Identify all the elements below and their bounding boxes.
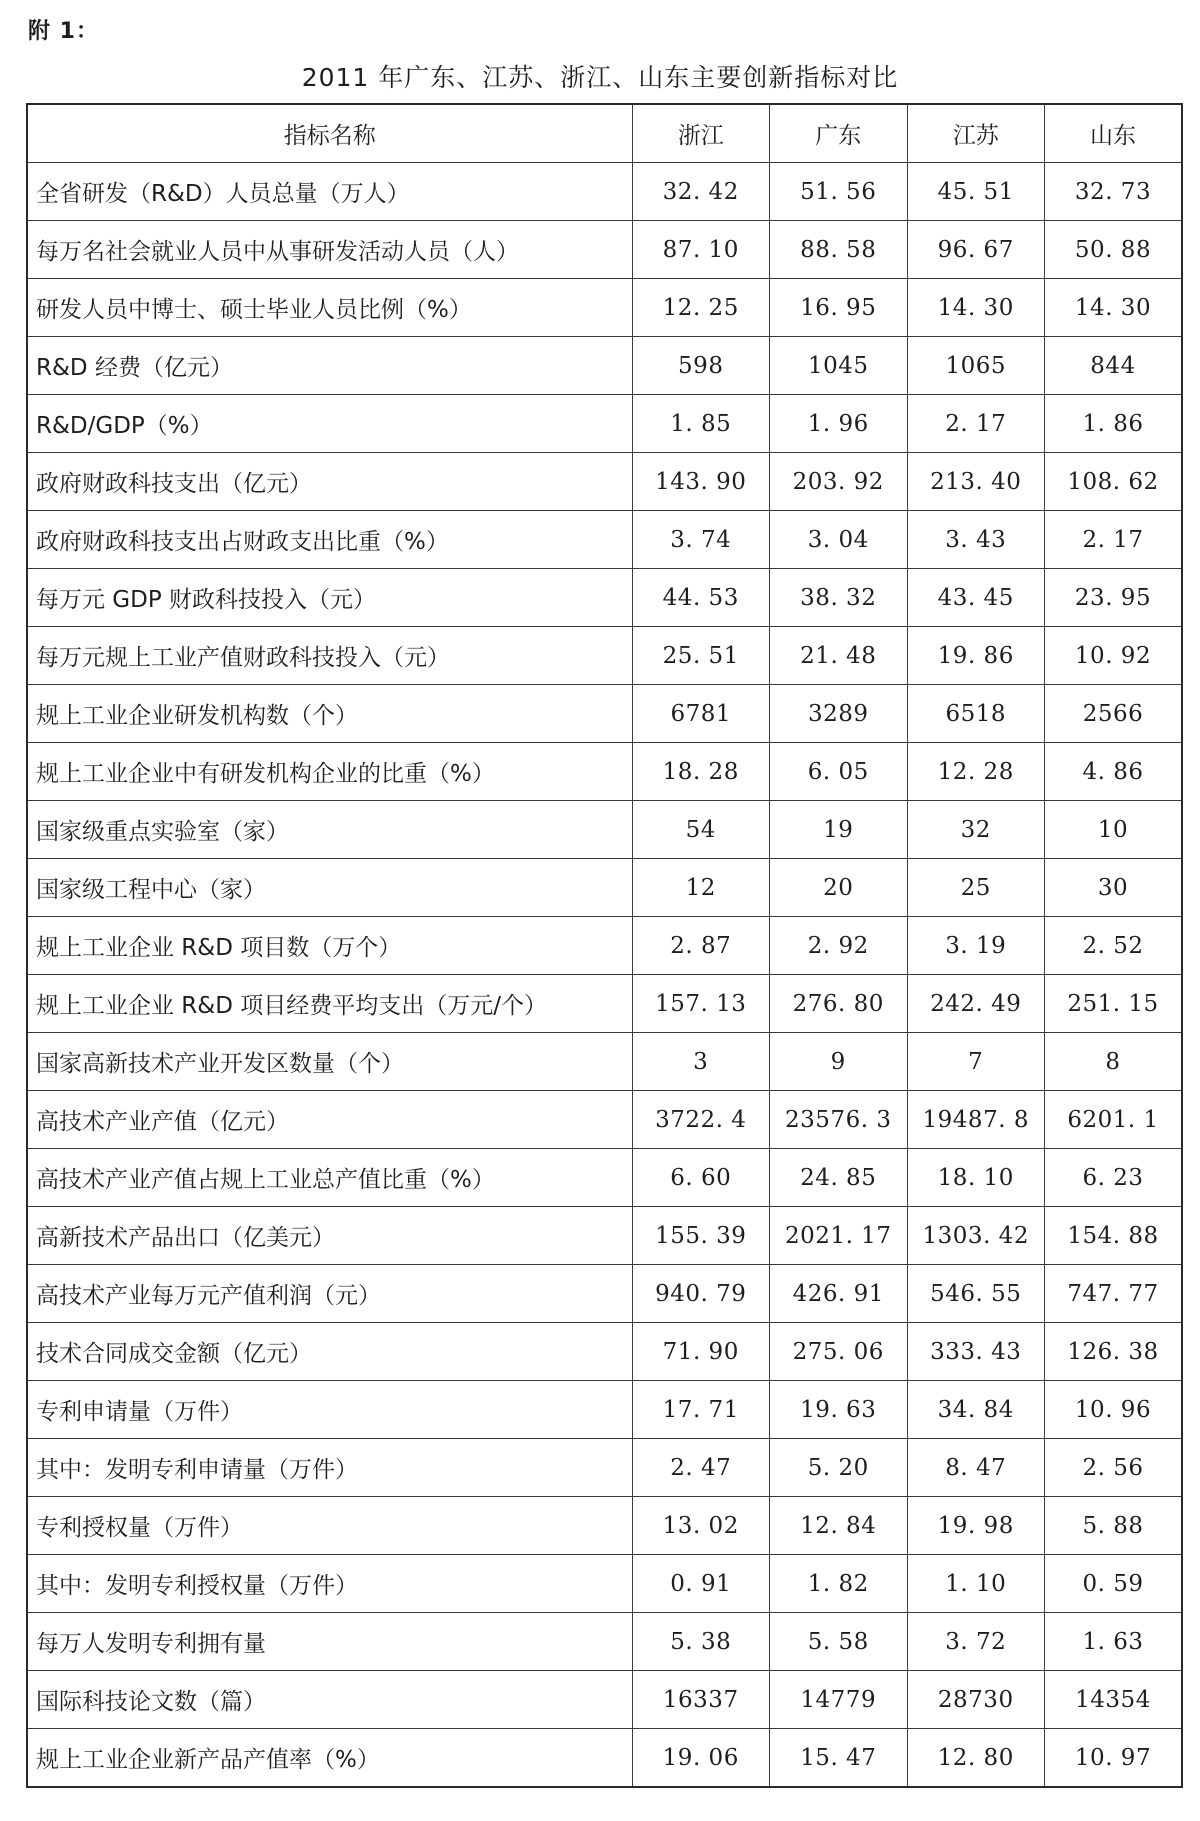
value-cell-zhejiang: 17. 71 <box>632 1381 770 1439</box>
table-row <box>27 685 1182 743</box>
value-cell-guangdong: 15. 47 <box>770 1729 908 1788</box>
table-row <box>27 859 1182 917</box>
header-zhejiang: 浙江 <box>632 104 770 163</box>
value-cell-jiangsu: 1303. 42 <box>907 1207 1045 1265</box>
indicator-name-cell: 每万元 GDP 财政科技投入（元） <box>27 569 632 627</box>
value-cell-guangdong: 3289 <box>770 685 908 743</box>
value-cell-jiangsu: 242. 49 <box>907 975 1045 1033</box>
value-cell-zhejiang: 18. 28 <box>632 743 770 801</box>
value-cell-zhejiang: 12. 25 <box>632 279 770 337</box>
table-row <box>27 1555 1182 1613</box>
table-row <box>27 1149 1182 1207</box>
indicator-table <box>26 103 1183 1788</box>
indicator-name-cell: 国家级工程中心（家） <box>27 859 632 917</box>
indicator-name-cell: 高新技术产品出口（亿美元） <box>27 1207 632 1265</box>
value-cell-jiangsu: 333. 43 <box>907 1323 1045 1381</box>
value-cell-jiangsu: 32 <box>907 801 1045 859</box>
table-row <box>27 1497 1182 1555</box>
page-title: 2011 年广东、江苏、浙江、山东主要创新指标对比 <box>301 63 899 92</box>
indicator-name-cell: 规上工业企业 R&D 项目经费平均支出（万元/个） <box>27 975 632 1033</box>
table-row <box>27 1265 1182 1323</box>
value-cell-guangdong: 23576. 3 <box>770 1091 908 1149</box>
value-cell-guangdong: 1. 82 <box>770 1555 908 1613</box>
value-cell-guangdong: 2021. 17 <box>770 1207 908 1265</box>
indicator-name-cell: 其中：发明专利申请量（万件） <box>27 1439 632 1497</box>
indicator-name-cell: 规上工业企业 R&D 项目数（万个） <box>27 917 632 975</box>
value-cell-jiangsu: 43. 45 <box>907 569 1045 627</box>
table-row <box>27 453 1182 511</box>
value-cell-shandong: 126. 38 <box>1045 1323 1183 1381</box>
value-cell-zhejiang: 71. 90 <box>632 1323 770 1381</box>
value-cell-jiangsu: 2. 17 <box>907 395 1045 453</box>
value-cell-shandong: 4. 86 <box>1045 743 1183 801</box>
value-cell-shandong: 747. 77 <box>1045 1265 1183 1323</box>
indicator-name-cell: 研发人员中博士、硕士毕业人员比例（%） <box>27 279 632 337</box>
value-cell-zhejiang: 598 <box>632 337 770 395</box>
value-cell-guangdong: 1. 96 <box>770 395 908 453</box>
value-cell-jiangsu: 1065 <box>907 337 1045 395</box>
table-row <box>27 1091 1182 1149</box>
indicator-name-cell: 全省研发（R&D）人员总量（万人） <box>27 163 632 221</box>
value-cell-shandong: 108. 62 <box>1045 453 1183 511</box>
value-cell-shandong: 10. 97 <box>1045 1729 1183 1788</box>
value-cell-guangdong: 19 <box>770 801 908 859</box>
table-row <box>27 279 1182 337</box>
value-cell-shandong: 2. 56 <box>1045 1439 1183 1497</box>
header-shandong: 山东 <box>1045 104 1183 163</box>
value-cell-jiangsu: 3. 19 <box>907 917 1045 975</box>
value-cell-zhejiang: 3. 74 <box>632 511 770 569</box>
value-cell-shandong: 32. 73 <box>1045 163 1183 221</box>
value-cell-zhejiang: 32. 42 <box>632 163 770 221</box>
value-cell-shandong: 30 <box>1045 859 1183 917</box>
value-cell-jiangsu: 213. 40 <box>907 453 1045 511</box>
indicator-name-cell: 规上工业企业研发机构数（个） <box>27 685 632 743</box>
table-row <box>27 511 1182 569</box>
value-cell-zhejiang: 44. 53 <box>632 569 770 627</box>
value-cell-jiangsu: 14. 30 <box>907 279 1045 337</box>
value-cell-jiangsu: 96. 67 <box>907 221 1045 279</box>
value-cell-guangdong: 2. 92 <box>770 917 908 975</box>
indicator-name-cell: 专利授权量（万件） <box>27 1497 632 1555</box>
value-cell-guangdong: 88. 58 <box>770 221 908 279</box>
indicator-name-cell: 国际科技论文数（篇） <box>27 1671 632 1729</box>
header-guangdong: 广东 <box>770 104 908 163</box>
value-cell-shandong: 50. 88 <box>1045 221 1183 279</box>
table-row <box>27 337 1182 395</box>
value-cell-jiangsu: 1. 10 <box>907 1555 1045 1613</box>
value-cell-guangdong: 3. 04 <box>770 511 908 569</box>
indicator-name-cell: 每万人发明专利拥有量 <box>27 1613 632 1671</box>
indicator-name-cell: 每万名社会就业人员中从事研发活动人员（人） <box>27 221 632 279</box>
indicator-name-cell: 规上工业企业新产品产值率（%） <box>27 1729 632 1788</box>
table-row <box>27 1323 1182 1381</box>
indicator-name-cell: 高技术产业产值（亿元） <box>27 1091 632 1149</box>
value-cell-guangdong: 5. 58 <box>770 1613 908 1671</box>
value-cell-zhejiang: 54 <box>632 801 770 859</box>
value-cell-shandong: 6201. 1 <box>1045 1091 1183 1149</box>
value-cell-zhejiang: 155. 39 <box>632 1207 770 1265</box>
value-cell-zhejiang: 13. 02 <box>632 1497 770 1555</box>
value-cell-shandong: 10 <box>1045 801 1183 859</box>
value-cell-shandong: 251. 15 <box>1045 975 1183 1033</box>
value-cell-shandong: 6. 23 <box>1045 1149 1183 1207</box>
value-cell-guangdong: 1045 <box>770 337 908 395</box>
table-header-row <box>27 104 1182 163</box>
table-row <box>27 163 1182 221</box>
table-row <box>27 975 1182 1033</box>
value-cell-zhejiang: 5. 38 <box>632 1613 770 1671</box>
table-row <box>27 395 1182 453</box>
table-row <box>27 1671 1182 1729</box>
table-row <box>27 1729 1182 1788</box>
value-cell-jiangsu: 45. 51 <box>907 163 1045 221</box>
value-cell-shandong: 0. 59 <box>1045 1555 1183 1613</box>
value-cell-zhejiang: 2. 87 <box>632 917 770 975</box>
indicator-name-cell: 专利申请量（万件） <box>27 1381 632 1439</box>
indicator-name-cell: 高技术产业产值占规上工业总产值比重（%） <box>27 1149 632 1207</box>
value-cell-zhejiang: 25. 51 <box>632 627 770 685</box>
indicator-name-cell: 每万元规上工业产值财政科技投入（元） <box>27 627 632 685</box>
table-row <box>27 627 1182 685</box>
value-cell-shandong: 10. 92 <box>1045 627 1183 685</box>
value-cell-shandong: 1. 86 <box>1045 395 1183 453</box>
value-cell-guangdong: 276. 80 <box>770 975 908 1033</box>
value-cell-shandong: 23. 95 <box>1045 569 1183 627</box>
header-jiangsu: 江苏 <box>907 104 1045 163</box>
value-cell-jiangsu: 3. 43 <box>907 511 1045 569</box>
value-cell-guangdong: 19. 63 <box>770 1381 908 1439</box>
value-cell-zhejiang: 940. 79 <box>632 1265 770 1323</box>
table-row <box>27 1439 1182 1497</box>
value-cell-jiangsu: 6518 <box>907 685 1045 743</box>
value-cell-zhejiang: 87. 10 <box>632 221 770 279</box>
indicator-name-cell: 政府财政科技支出占财政支出比重（%） <box>27 511 632 569</box>
value-cell-shandong: 5. 88 <box>1045 1497 1183 1555</box>
value-cell-guangdong: 275. 06 <box>770 1323 908 1381</box>
value-cell-zhejiang: 3722. 4 <box>632 1091 770 1149</box>
value-cell-jiangsu: 12. 80 <box>907 1729 1045 1788</box>
value-cell-shandong: 14354 <box>1045 1671 1183 1729</box>
indicator-name-cell: 高技术产业每万元产值利润（元） <box>27 1265 632 1323</box>
indicator-name-cell: 规上工业企业中有研发机构企业的比重（%） <box>27 743 632 801</box>
value-cell-zhejiang: 12 <box>632 859 770 917</box>
value-cell-shandong: 844 <box>1045 337 1183 395</box>
value-cell-zhejiang: 3 <box>632 1033 770 1091</box>
value-cell-shandong: 1. 63 <box>1045 1613 1183 1671</box>
value-cell-guangdong: 38. 32 <box>770 569 908 627</box>
table-row <box>27 569 1182 627</box>
table-body <box>27 163 1182 1788</box>
value-cell-shandong: 10. 96 <box>1045 1381 1183 1439</box>
value-cell-guangdong: 20 <box>770 859 908 917</box>
value-cell-jiangsu: 25 <box>907 859 1045 917</box>
indicator-name-cell: 技术合同成交金额（亿元） <box>27 1323 632 1381</box>
table-row <box>27 1613 1182 1671</box>
value-cell-zhejiang: 2. 47 <box>632 1439 770 1497</box>
value-cell-jiangsu: 546. 55 <box>907 1265 1045 1323</box>
table-row <box>27 1207 1182 1265</box>
indicator-name-cell: 其中：发明专利授权量（万件） <box>27 1555 632 1613</box>
value-cell-guangdong: 24. 85 <box>770 1149 908 1207</box>
value-cell-guangdong: 51. 56 <box>770 163 908 221</box>
value-cell-zhejiang: 157. 13 <box>632 975 770 1033</box>
value-cell-jiangsu: 18. 10 <box>907 1149 1045 1207</box>
value-cell-jiangsu: 19. 86 <box>907 627 1045 685</box>
value-cell-zhejiang: 1. 85 <box>632 395 770 453</box>
value-cell-guangdong: 21. 48 <box>770 627 908 685</box>
value-cell-guangdong: 6. 05 <box>770 743 908 801</box>
indicator-name-cell: 国家高新技术产业开发区数量（个） <box>27 1033 632 1091</box>
indicator-name-cell: 国家级重点实验室（家） <box>27 801 632 859</box>
value-cell-zhejiang: 0. 91 <box>632 1555 770 1613</box>
value-cell-jiangsu: 28730 <box>907 1671 1045 1729</box>
table-row <box>27 1033 1182 1091</box>
indicator-name-cell: 政府财政科技支出（亿元） <box>27 453 632 511</box>
value-cell-jiangsu: 34. 84 <box>907 1381 1045 1439</box>
indicator-name-cell: R&D 经费（亿元） <box>27 337 632 395</box>
value-cell-guangdong: 16. 95 <box>770 279 908 337</box>
table-row <box>27 801 1182 859</box>
value-cell-jiangsu: 19. 98 <box>907 1497 1045 1555</box>
value-cell-guangdong: 203. 92 <box>770 453 908 511</box>
value-cell-jiangsu: 19487. 8 <box>907 1091 1045 1149</box>
annex-label: 附 1： <box>28 19 99 44</box>
value-cell-zhejiang: 6. 60 <box>632 1149 770 1207</box>
value-cell-guangdong: 14779 <box>770 1671 908 1729</box>
value-cell-guangdong: 426. 91 <box>770 1265 908 1323</box>
value-cell-zhejiang: 19. 06 <box>632 1729 770 1788</box>
indicator-table-container <box>26 103 1181 1788</box>
indicator-name-cell: R&D/GDP（%） <box>27 395 632 453</box>
value-cell-guangdong: 9 <box>770 1033 908 1091</box>
value-cell-jiangsu: 3. 72 <box>907 1613 1045 1671</box>
value-cell-zhejiang: 6781 <box>632 685 770 743</box>
value-cell-zhejiang: 16337 <box>632 1671 770 1729</box>
value-cell-jiangsu: 12. 28 <box>907 743 1045 801</box>
value-cell-jiangsu: 7 <box>907 1033 1045 1091</box>
value-cell-guangdong: 12. 84 <box>770 1497 908 1555</box>
value-cell-shandong: 2. 17 <box>1045 511 1183 569</box>
table-row <box>27 917 1182 975</box>
value-cell-shandong: 8 <box>1045 1033 1183 1091</box>
header-indicator-name: 指标名称 <box>27 104 632 163</box>
value-cell-shandong: 14. 30 <box>1045 279 1183 337</box>
value-cell-shandong: 154. 88 <box>1045 1207 1183 1265</box>
value-cell-shandong: 2566 <box>1045 685 1183 743</box>
value-cell-zhejiang: 143. 90 <box>632 453 770 511</box>
table-row <box>27 221 1182 279</box>
table-row <box>27 743 1182 801</box>
table-row <box>27 1381 1182 1439</box>
value-cell-shandong: 2. 52 <box>1045 917 1183 975</box>
value-cell-guangdong: 5. 20 <box>770 1439 908 1497</box>
value-cell-jiangsu: 8. 47 <box>907 1439 1045 1497</box>
